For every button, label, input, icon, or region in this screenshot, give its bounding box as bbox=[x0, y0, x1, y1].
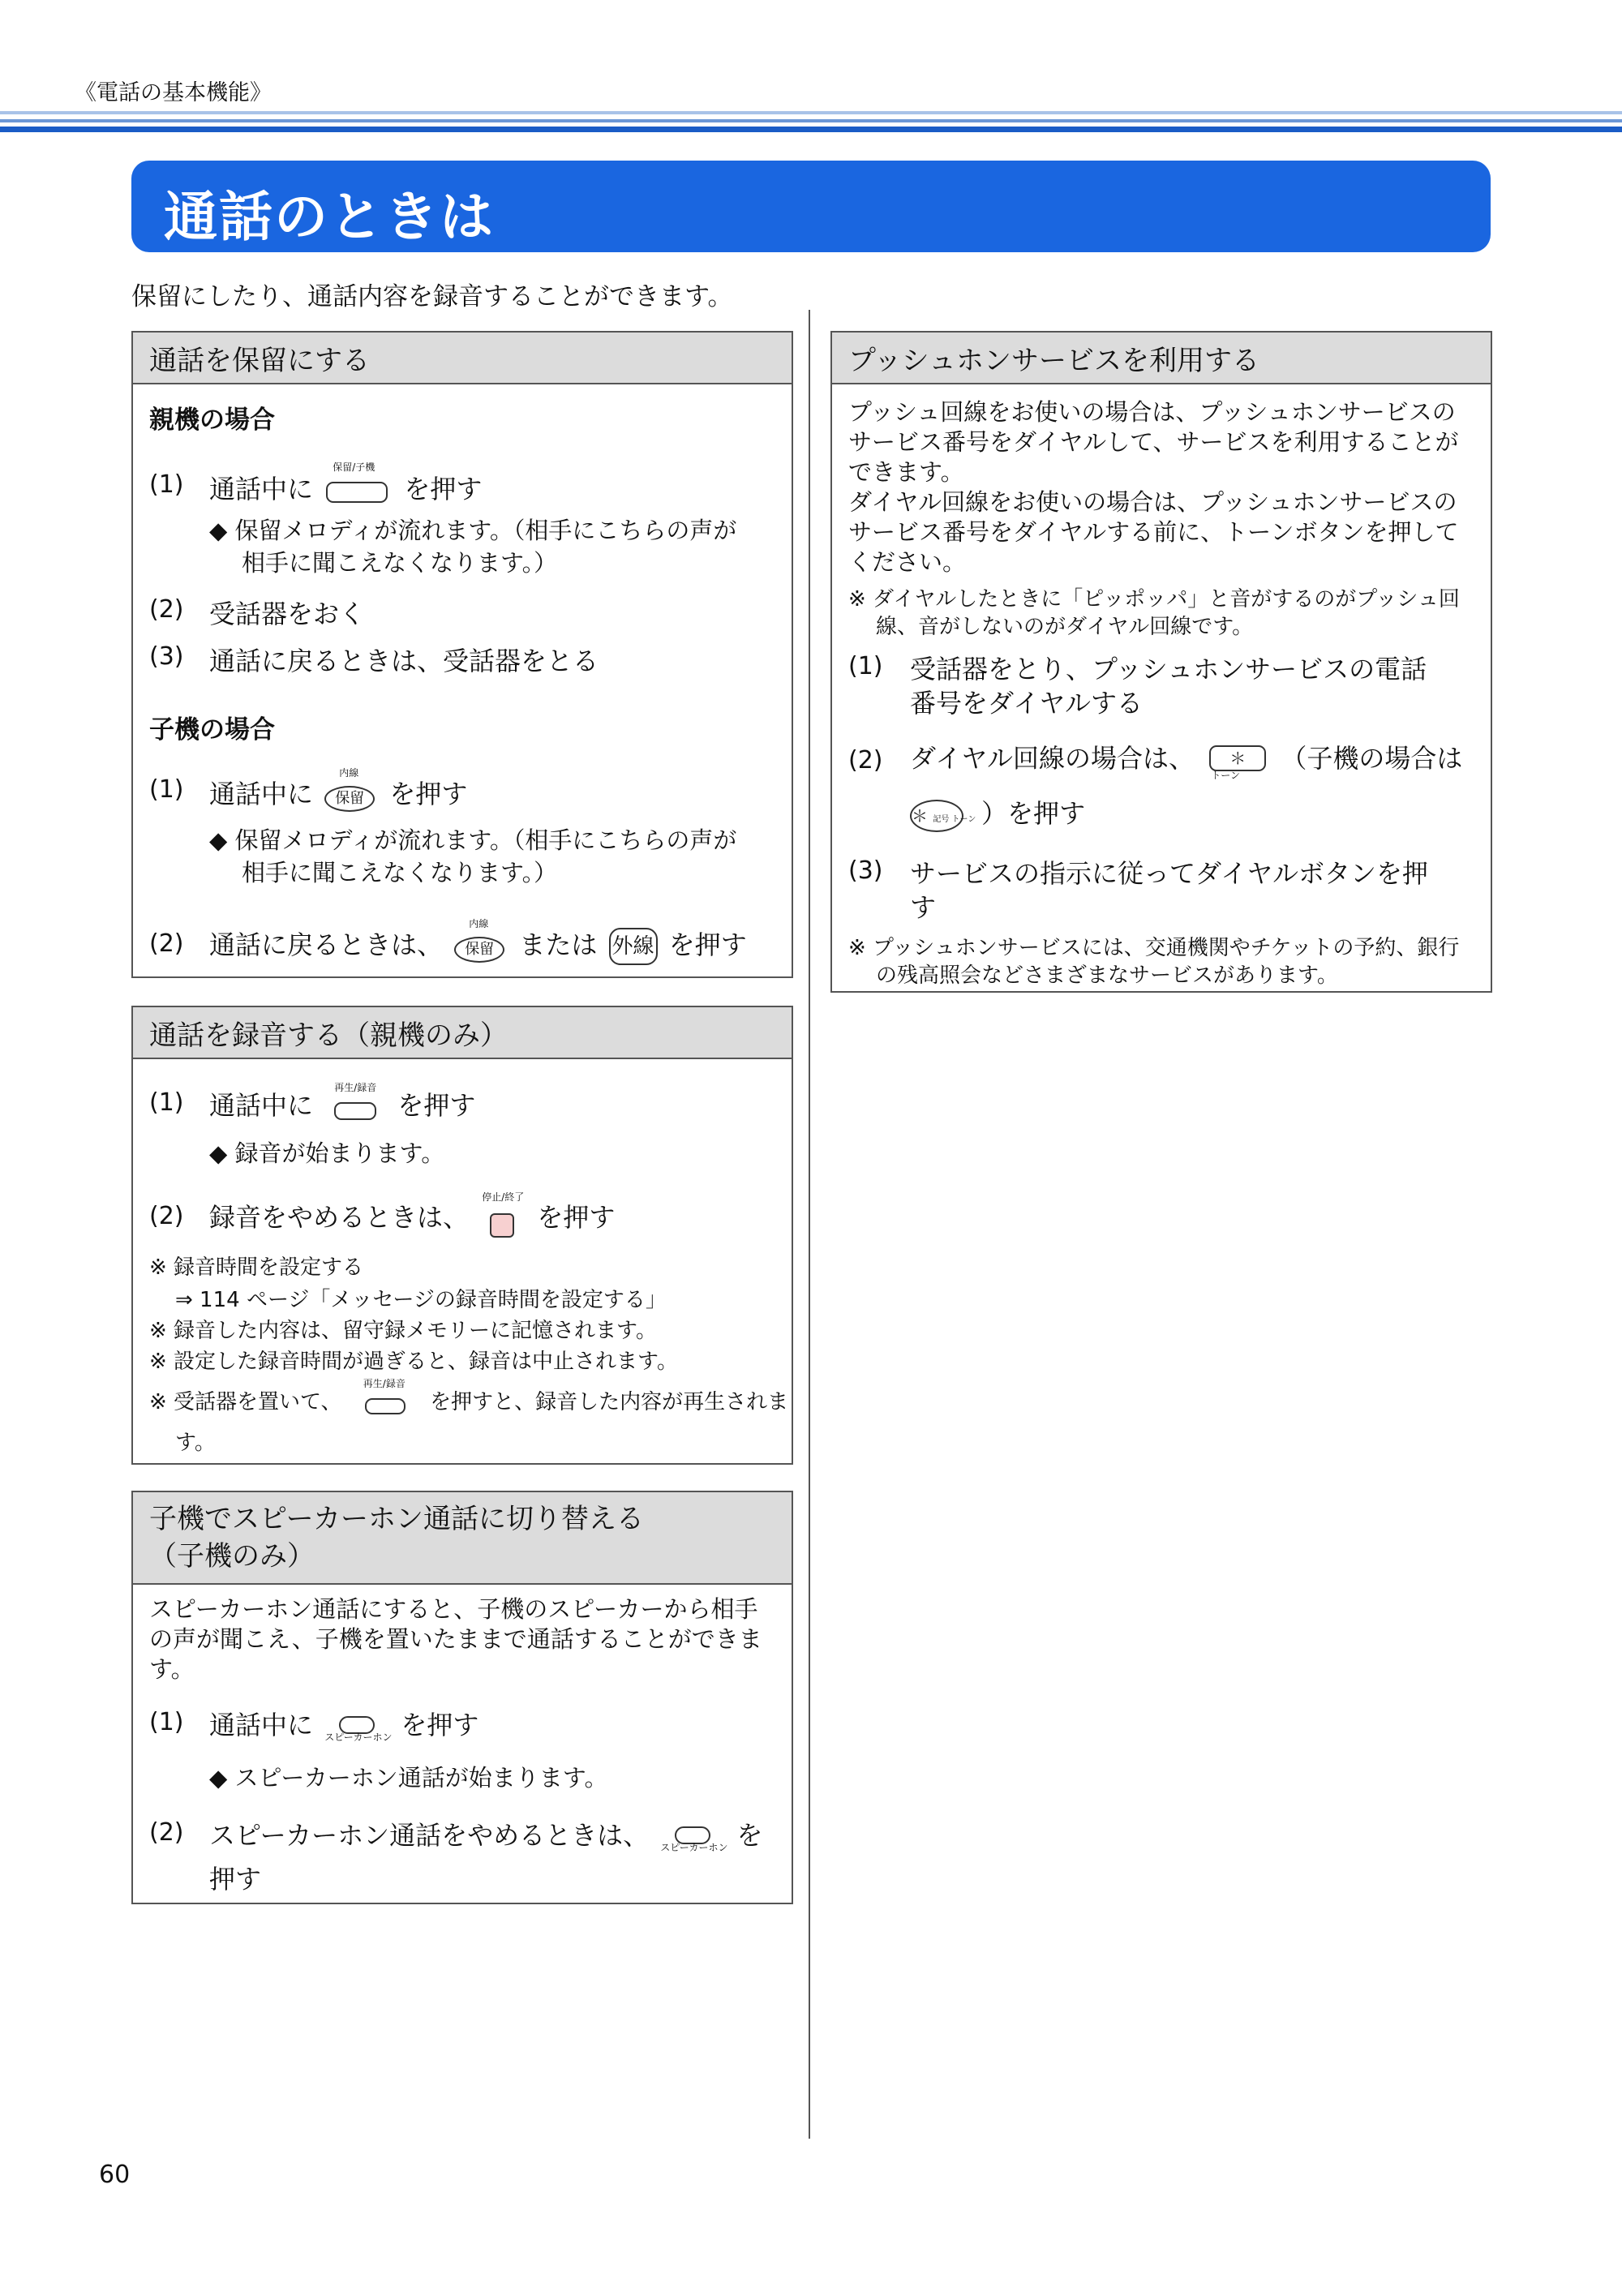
note: ※ 録音した内容は、留守録メモリーに記憶されます。 bbox=[149, 1319, 657, 1343]
paragraph: できます。 bbox=[848, 458, 964, 486]
header-rule-thick bbox=[0, 127, 1622, 132]
paragraph: ください。 bbox=[848, 548, 967, 576]
push-step-2-cont bbox=[910, 793, 1085, 833]
step-text: または bbox=[519, 929, 598, 960]
speaker-section bbox=[131, 1491, 793, 1904]
breadcrumb: 《電話の基本機能》 bbox=[75, 80, 272, 105]
gaisen-key-icon: 外線 bbox=[609, 928, 658, 965]
step-text: 通話中に bbox=[209, 474, 314, 504]
step-text: を押す bbox=[389, 779, 468, 809]
push-step-1: 受話器をとり、プッシュホンサービスの電話 bbox=[910, 654, 1427, 685]
speaker-heading bbox=[133, 1492, 792, 1585]
step-text: 通話中に bbox=[209, 1710, 314, 1740]
step-text: 録音をやめるときは、 bbox=[209, 1202, 470, 1233]
note: ※ 設定した録音時間が過ぎると、録音は中止されます。 bbox=[149, 1350, 678, 1374]
page-number: 60 bbox=[99, 2161, 131, 2189]
step-text: ）を押す bbox=[981, 798, 1086, 829]
play-record-key-icon: 再生/録音 bbox=[360, 1388, 412, 1418]
column-divider bbox=[809, 310, 810, 2139]
hold-parent-step-3: 通話に戻るときは、受話器をとる bbox=[209, 646, 599, 676]
bullet-note: ◆ 保留メロディが流れます。（相手にこちらの声が bbox=[209, 826, 737, 854]
note: ※ ダイヤルしたときに「ピッポッパ」と音がするのがプッシュ回 bbox=[848, 587, 1460, 612]
note: ※ 録音時間を設定する bbox=[149, 1255, 364, 1280]
paragraph: サービス番号をダイヤルして、サービスを利用することが bbox=[848, 428, 1459, 456]
bullet-note: ◆ 保留メロディが流れます。（相手にこちらの声が bbox=[209, 517, 737, 544]
push-step-3-cont: す bbox=[910, 892, 937, 923]
hold-section bbox=[131, 331, 793, 978]
hold-handset-key-icon: 保留/子機 bbox=[326, 477, 391, 504]
step-number: (1) bbox=[149, 1708, 184, 1736]
step-number: (2) bbox=[149, 1202, 184, 1230]
step-number: (3) bbox=[149, 642, 184, 671]
step-text: 通話に戻るときは、 bbox=[209, 929, 444, 960]
hold-heading: 通話を保留にする bbox=[133, 333, 792, 384]
naisen-hold-key-icon: 内線 保留 bbox=[454, 929, 508, 964]
step-text: を bbox=[736, 1820, 763, 1851]
hold-child-step-1 bbox=[209, 767, 468, 813]
intro-text: 保留にしたり、通話内容を録音することができます。 bbox=[131, 282, 733, 311]
push-step-2 bbox=[910, 738, 1462, 780]
note-cont: す。 bbox=[175, 1431, 216, 1455]
note-cont: 線、音がしないのがダイヤル回線です。 bbox=[876, 615, 1254, 639]
play-record-key-icon: 再生/録音 bbox=[326, 1091, 384, 1123]
naisen-hold-key-icon: 内線 保留 bbox=[324, 778, 378, 813]
paragraph: す。 bbox=[149, 1655, 195, 1683]
step-text: スピーカーホン通話をやめるときは、 bbox=[209, 1820, 650, 1851]
page-title: 通話のときは bbox=[164, 186, 495, 248]
speakerphone-key-icon: スピーカーホン bbox=[324, 1710, 389, 1744]
step-number: (1) bbox=[149, 1088, 184, 1117]
step-number: (1) bbox=[149, 775, 184, 804]
speaker-step-2-cont: 押す bbox=[209, 1864, 262, 1895]
record-step-2 bbox=[209, 1191, 616, 1238]
push-section bbox=[830, 331, 1492, 993]
step-text: ダイヤル回線の場合は、 bbox=[910, 743, 1195, 774]
header-rule-thin bbox=[0, 111, 1622, 114]
step-text: （子機の場合は bbox=[1281, 743, 1463, 774]
note: ※ 受話器を置いて、 再生/録音 を押すと、録音した内容が再生されま bbox=[149, 1385, 788, 1418]
step-text: を押す bbox=[537, 1202, 616, 1233]
bullet-note: ◆ 録音が始まります。 bbox=[209, 1139, 445, 1167]
child-label: 子機の場合 bbox=[149, 715, 275, 745]
speaker-step-1 bbox=[209, 1705, 478, 1744]
paragraph: の声が聞こえ、子機を置いたままで通話することができま bbox=[149, 1625, 762, 1653]
stop-key-icon: 停止/終了 bbox=[482, 1200, 524, 1238]
step-number: (2) bbox=[149, 595, 184, 624]
speakerphone-key-icon: スピーカーホン bbox=[660, 1820, 725, 1854]
paragraph: サービス番号をダイヤルする前に、トーンボタンを押して bbox=[848, 518, 1459, 546]
speaker-heading-line2: （子機のみ） bbox=[149, 1540, 315, 1573]
page-title-bar bbox=[131, 161, 1491, 252]
step-number: (2) bbox=[149, 929, 184, 958]
step-text: 通話中に bbox=[209, 779, 314, 809]
header-rule-medium bbox=[0, 119, 1622, 122]
record-section bbox=[131, 1006, 793, 1465]
hold-child-step-2 bbox=[209, 918, 747, 965]
push-heading: プッシュホンサービスを利用する bbox=[832, 333, 1491, 384]
bullet-note-cont: 相手に聞こえなくなります。） bbox=[242, 549, 558, 577]
step-text: を押す bbox=[397, 1090, 476, 1121]
paragraph: プッシュ回線をお使いの場合は、プッシュホンサービスの bbox=[848, 398, 1456, 426]
step-text: を押す bbox=[668, 929, 747, 960]
paragraph: スピーカーホン通話にすると、子機のスピーカーから相手 bbox=[149, 1595, 758, 1623]
step-text: 通話中に bbox=[209, 1090, 314, 1121]
symbol-tone-key-icon: ＊ 記号 トーン bbox=[910, 797, 968, 833]
push-step-3: サービスの指示に従ってダイヤルボタンを押 bbox=[910, 858, 1429, 889]
step-number: (2) bbox=[149, 1818, 184, 1847]
paragraph: ダイヤル回線をお使いの場合は、プッシュホンサービスの bbox=[848, 488, 1457, 516]
tone-key-icon: ＊ トーン bbox=[1206, 740, 1269, 780]
step-number: (1) bbox=[149, 470, 184, 499]
note: ※ プッシュホンサービスには、交通機関やチケットの予約、銀行 bbox=[848, 936, 1460, 960]
push-step-1-cont: 番号をダイヤルする bbox=[910, 688, 1144, 719]
hold-parent-step-2: 受話器をおく bbox=[209, 599, 366, 629]
bullet-note: ◆ スピーカーホン通話が始まります。 bbox=[209, 1764, 608, 1792]
step-number: (1) bbox=[848, 652, 883, 680]
bullet-note-cont: 相手に聞こえなくなります。） bbox=[242, 859, 558, 886]
step-text: を押す bbox=[401, 1710, 479, 1740]
speaker-heading-line1: 子機でスピーカーホン通話に切り替える bbox=[149, 1503, 644, 1535]
note-link[interactable]: ⇒ 114 ページ「メッセージの録音時間を設定する」 bbox=[175, 1288, 667, 1312]
step-text: を押す bbox=[404, 474, 483, 504]
parent-label: 親機の場合 bbox=[149, 406, 275, 435]
record-step-1 bbox=[209, 1082, 476, 1123]
step-number: (3) bbox=[848, 856, 883, 885]
step-number: (2) bbox=[848, 746, 883, 775]
speaker-step-2 bbox=[209, 1815, 762, 1854]
record-heading: 通話を録音する（親機のみ） bbox=[133, 1007, 792, 1059]
note-cont: の残高照会などさまざまなサービスがあります。 bbox=[876, 963, 1338, 988]
hold-parent-step-1 bbox=[209, 461, 483, 506]
